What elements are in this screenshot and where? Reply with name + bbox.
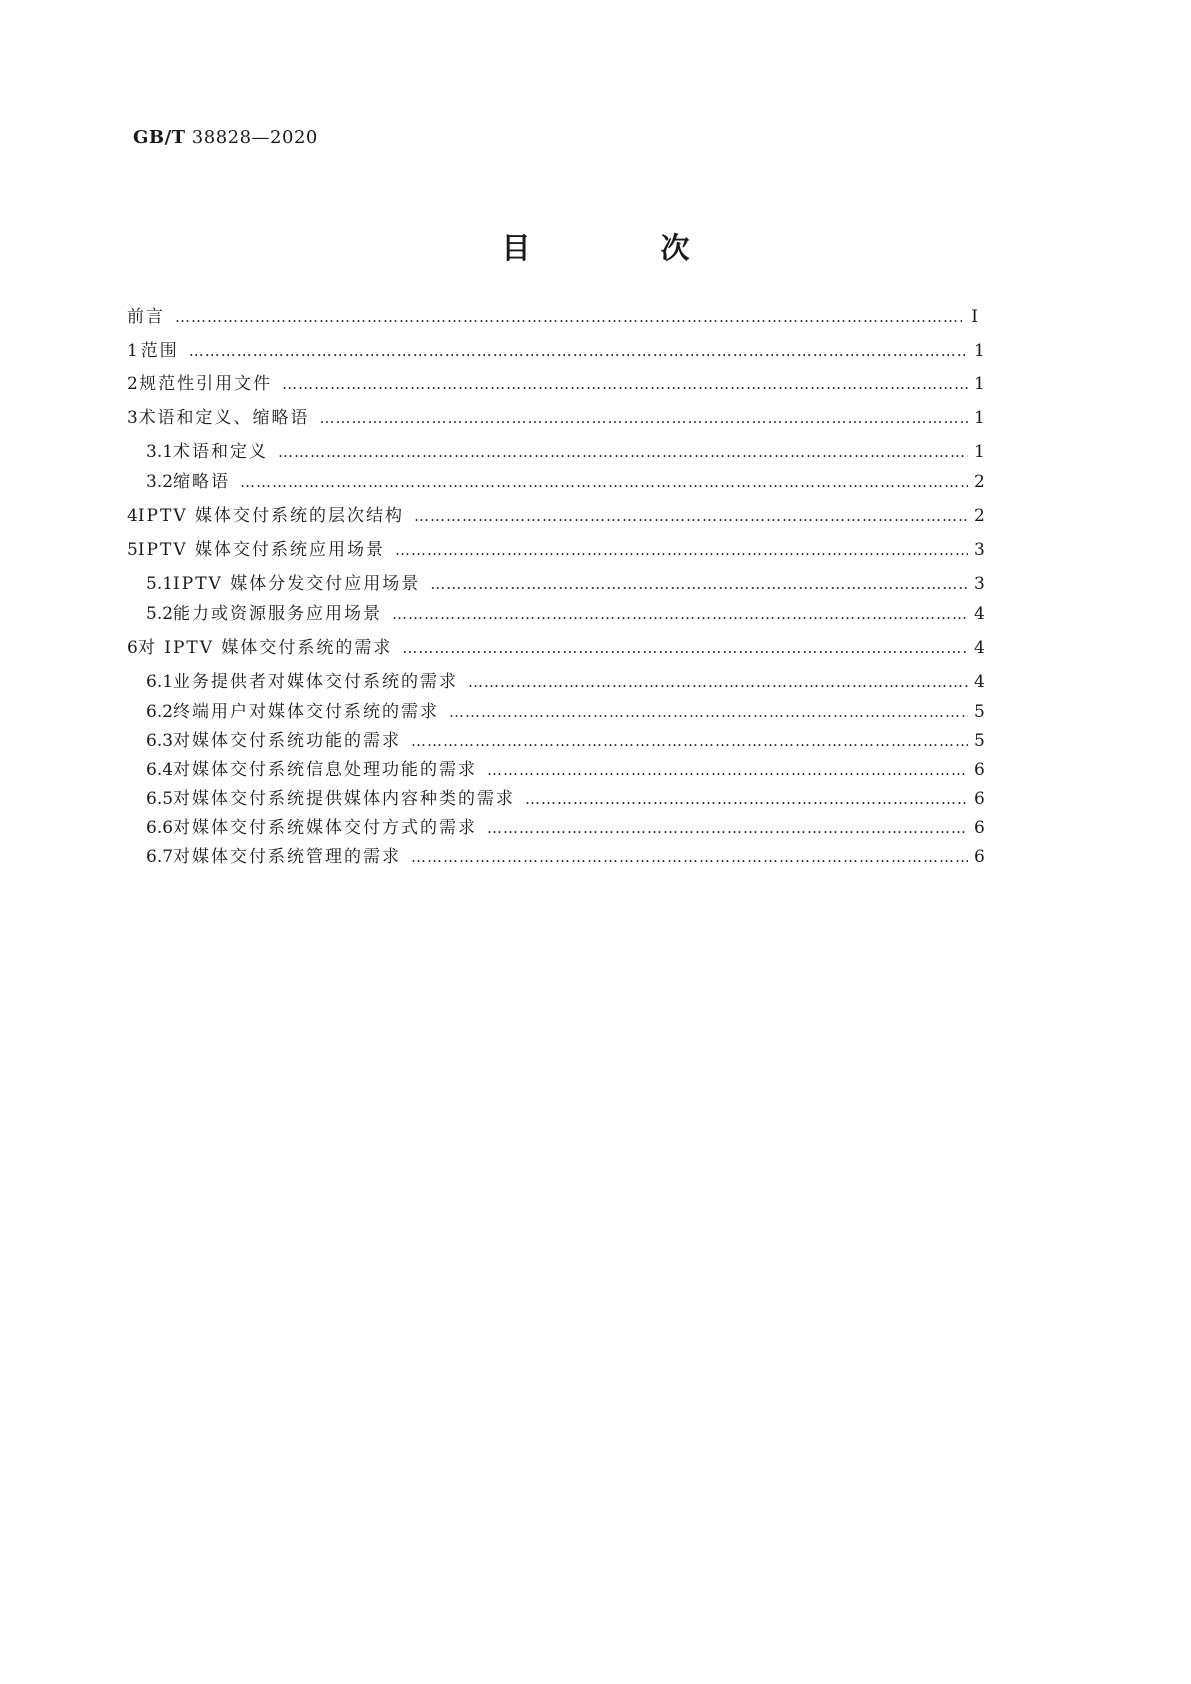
- toc-entry-label: 术语和定义: [173, 442, 269, 462]
- toc-entry-6[interactable]: [127, 636, 984, 660]
- toc-entry-label: 范围: [140, 341, 179, 361]
- toc-entry-label: 术语和定义、缩略语: [138, 408, 310, 428]
- toc-entry-page: 2: [974, 506, 985, 526]
- toc-entry-page: 3: [974, 540, 985, 560]
- toc-leader-dots: [175, 305, 962, 329]
- toc-entry-label: 终端用户对媒体交付系统的需求: [173, 702, 440, 722]
- toc-entry-page: 6: [974, 760, 985, 780]
- toc-entry-page: 4: [974, 604, 985, 624]
- page-title: 目 次: [501, 231, 750, 265]
- toc-entry-number: 3: [127, 408, 138, 428]
- toc-entry-page: 1: [974, 442, 985, 462]
- toc-entry-6-6[interactable]: [146, 816, 984, 840]
- toc-entry-number: 5.2: [146, 604, 174, 624]
- toc-entry-page: 6: [974, 818, 985, 838]
- toc-entry-label: 对媒体交付系统媒体交付方式的需求: [173, 818, 478, 838]
- toc-entry-5[interactable]: [127, 538, 984, 562]
- toc-entry-page: 4: [974, 638, 985, 658]
- toc-entry-page: 1: [974, 374, 985, 394]
- toc-entry-4[interactable]: [127, 504, 984, 528]
- toc-entry-page: Ⅰ: [971, 307, 978, 327]
- toc-entry-5-1[interactable]: [146, 572, 984, 596]
- toc-entry-page: 6: [974, 847, 985, 867]
- toc-entry-page: 5: [974, 731, 985, 751]
- toc-entry-label: 对媒体交付系统提供媒体内容种类的需求: [173, 789, 516, 809]
- toc-entry-number: 6.6: [146, 818, 174, 838]
- toc-entry-number: 6.3: [146, 731, 174, 751]
- toc-leader-dots: [487, 816, 968, 840]
- toc-entry-3-2[interactable]: [146, 470, 984, 494]
- toc-entry-number: 6.5: [146, 789, 174, 809]
- toc-entry-6-1[interactable]: [146, 670, 984, 694]
- toc-entry-foreword[interactable]: [127, 305, 978, 329]
- toc-entry-number: 6.1: [146, 672, 174, 692]
- toc-entry-6-7[interactable]: [146, 845, 984, 869]
- toc-entry-number: 6.7: [146, 847, 174, 867]
- toc-entry-page: 2: [974, 472, 985, 492]
- toc-entry-label: 对媒体交付系统管理的需求: [173, 847, 402, 867]
- toc-entry-number: 1: [127, 341, 138, 361]
- toc-entry-number: 3.1: [146, 442, 174, 462]
- toc-leader-dots: [468, 670, 968, 694]
- toc-entry-label: 对 IPTV 媒体交付系统的需求: [137, 638, 393, 658]
- standard-number: 38828—2020: [191, 127, 318, 148]
- toc-entry-label: 能力或资源服务应用场景: [173, 604, 383, 624]
- toc-leader-dots: [392, 602, 968, 626]
- toc-entry-label: 缩略语: [173, 472, 231, 492]
- toc-entry-page: 4: [974, 672, 985, 692]
- toc-entry-number: 2: [127, 374, 138, 394]
- toc-leader-dots: [319, 406, 968, 430]
- toc-entry-1[interactable]: [127, 339, 984, 363]
- toc-leader-dots: [402, 636, 968, 660]
- toc-leader-dots: [411, 845, 968, 869]
- toc-entry-2[interactable]: [127, 372, 984, 396]
- toc-entry-label: IPTV 媒体交付系统的层次结构: [137, 506, 405, 526]
- toc-entry-number: 6.4: [146, 760, 174, 780]
- toc-entry-label: 对媒体交付系统信息处理功能的需求: [173, 760, 478, 780]
- toc-entry-6-3[interactable]: [146, 729, 984, 753]
- toc-entry-label: 前言: [127, 307, 165, 327]
- toc-leader-dots: [395, 538, 968, 562]
- toc-entry-number: 3.2: [146, 472, 174, 492]
- toc-entry-page: 3: [974, 574, 985, 594]
- toc-entry-number: 4: [127, 506, 138, 526]
- toc-entry-number: 6.2: [146, 702, 174, 722]
- toc-entry-page: 5: [974, 702, 985, 722]
- toc-entry-page: 1: [974, 341, 985, 361]
- toc-entry-page: 1: [974, 408, 985, 428]
- toc-leader-dots: [449, 700, 968, 724]
- toc-leader-dots: [411, 729, 968, 753]
- toc-leader-dots: [189, 339, 968, 363]
- toc-leader-dots: [525, 787, 968, 811]
- toc-entry-6-4[interactable]: [146, 758, 984, 782]
- toc-leader-dots: [278, 440, 968, 464]
- toc-entry-label: IPTV 媒体分发交付应用场景: [173, 574, 421, 594]
- toc-leader-dots: [414, 504, 968, 528]
- toc-entry-6-2[interactable]: [146, 700, 984, 724]
- toc-entry-3-1[interactable]: [146, 440, 984, 464]
- standard-prefix: GB/T: [133, 127, 186, 148]
- toc-entry-label: IPTV 媒体交付系统应用场景: [137, 540, 386, 560]
- toc-leader-dots: [487, 758, 968, 782]
- toc-leader-dots: [430, 572, 968, 596]
- toc-entry-5-2[interactable]: [146, 602, 984, 626]
- toc-entry-number: 5: [127, 540, 138, 560]
- toc-entry-page: 6: [974, 789, 985, 809]
- toc-entry-label: 规范性引用文件: [139, 374, 273, 394]
- toc-entry-6-5[interactable]: [146, 787, 984, 811]
- toc-entry-number: 5.1: [146, 574, 174, 594]
- toc-entry-label: 业务提供者对媒体交付系统的需求: [173, 672, 459, 692]
- toc-entry-3[interactable]: [127, 406, 984, 430]
- toc-entry-number: 6: [127, 638, 138, 658]
- toc-leader-dots: [282, 372, 968, 396]
- toc-leader-dots: [240, 470, 968, 494]
- toc-entry-label: 对媒体交付系统功能的需求: [173, 731, 402, 751]
